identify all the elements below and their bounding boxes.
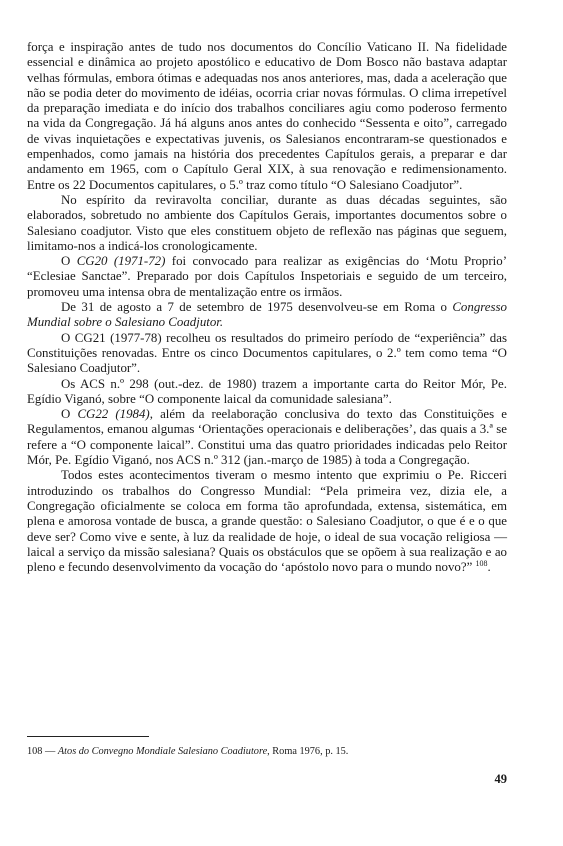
paragraph xyxy=(27,254,507,300)
paragraph xyxy=(27,331,507,377)
text-run: De 31 de agosto a 7 de setembro de 1975 desenvolveu-se em Roma o xyxy=(61,300,453,315)
page-number: 49 xyxy=(494,772,507,786)
paragraph xyxy=(27,193,507,254)
text-run: Congresso Mundial sobre o Salesiano Coadjutor. xyxy=(27,300,507,330)
text-run: Os ACS n.º 298 (out.-dez. de 1980) trazem a importante carta do Reitor Mór, Pe. Egídio Viganó, sobre “O componente laical da comunidade salesiana”. xyxy=(27,376,507,406)
paragraph xyxy=(27,468,507,575)
text-run: Todos estes acontecimentos tiveram o mesmo intento que exprimiu o Pe. Ricceri introduzindo os trabalhos do Congresso Mundial: “Pela primeira vez, dizia ele, a Congregação oficialmente se coloca em forma tão aprofundada, extensa, sistemática, em plena e amorosa vontade de busca, a grande questão: o Salesiano Coadjutor, o que é e o que deve ser? Como vive e sente, à luz da realidade de hoje, o ideal de sua vocação religiosa — laical a serviço da missão salesiana? Quais os obstáculos que se opõem à sua realização e ao pleno e fecundo desenvolvimento da vocação do ‘apóstolo novo para o mundo novo?” xyxy=(27,468,507,575)
text-run: O xyxy=(61,407,78,422)
text-run: O CG21 (1977-78) recolheu os resultados do primeiro período de “experiência” das Constituições renovadas. Entre os cinco Documentos capitulares, o 2.º tem como tema “O Salesiano Coadjutor”. xyxy=(27,330,507,376)
text-run: O xyxy=(61,254,77,269)
text-run: . xyxy=(487,560,491,575)
text-run: CG22 (1984) xyxy=(77,407,150,422)
text-run: força e inspiração antes de tudo nos documentos do Concílio Vaticano II. Na fidelidade essencial e dinâmica ao projeto apostólico e educativo de Dom Bosco não bastava adaptar velhas fórmulas, embora ótimas e adequadas nos anos anteriores, mas, dada a aceleração que não se podia deter do movimento de idéias, ocorria criar novas fórmulas. O clima irrepetível da preparação imediata e do início dos trabalhos conciliares agiu como poderoso fermento na vida da Congregação. Já há alguns anos antes do conhecido “Sessenta e oito”, carregado de vivas inquietações e expectativas juvenis, os Salesianos encontraram-se questionados e empenhados, como jamais na história dos precedentes Capítulos gerais, a preparar e dar andamento em 1965, com o Capítulo Geral XIX, à sua renovação e redimensionamento. Entre os 22 Documentos capitulares, o 5.º traz como título “O Salesiano Coadjutor”. xyxy=(27,40,507,192)
text-run: CG20 (1971-72) xyxy=(76,254,166,269)
footnote xyxy=(27,745,507,758)
text-run: foi convocado para realizar as exigências do ‘Motu Proprio’ “Eclesiae Sanctae”. Preparado por dois Capítulos Inspetoriais e seguido de um terceiro, promoveu uma intensa obra de mentalização entre os irmãos. xyxy=(27,254,507,299)
text-run: 108 — xyxy=(27,746,58,757)
body-text xyxy=(27,40,507,575)
footnote-reference: 108 xyxy=(475,559,488,569)
paragraph xyxy=(27,40,507,193)
text-run: , além da reelaboração conclusiva do texto das Constituições e Regulamentos, emanou algumas ‘Orientações operacionais e deliberações’, das quais a 3.ª se refere a “O componente laical”. Constitui uma das quatro prioridades indicadas pelo Reitor Mór, Pe. Egídio Viganó, nos ACS n.º 312 (jan.-março de 1985) à toda a Congregação. xyxy=(27,407,507,468)
text-run: Atos do Convegno Mondiale Salesiano Coadiutore xyxy=(57,746,268,757)
text-run: , Roma 1976, p. 15. xyxy=(267,746,349,757)
paragraph xyxy=(27,377,507,408)
paragraph xyxy=(27,300,507,331)
footnote-separator xyxy=(27,736,149,737)
paragraph xyxy=(27,407,507,468)
text-run: No espírito da reviravolta conciliar, durante as duas décadas seguintes, são elaborados, sobretudo no ambiente dos Capítulos Gerais, importantes documentos sobre o Salesiano coadjutor. Visto que eles constituem objeto de reflexão nas páginas que seguem, limitamo-nos a indicá-los cronologicamente. xyxy=(27,192,507,253)
